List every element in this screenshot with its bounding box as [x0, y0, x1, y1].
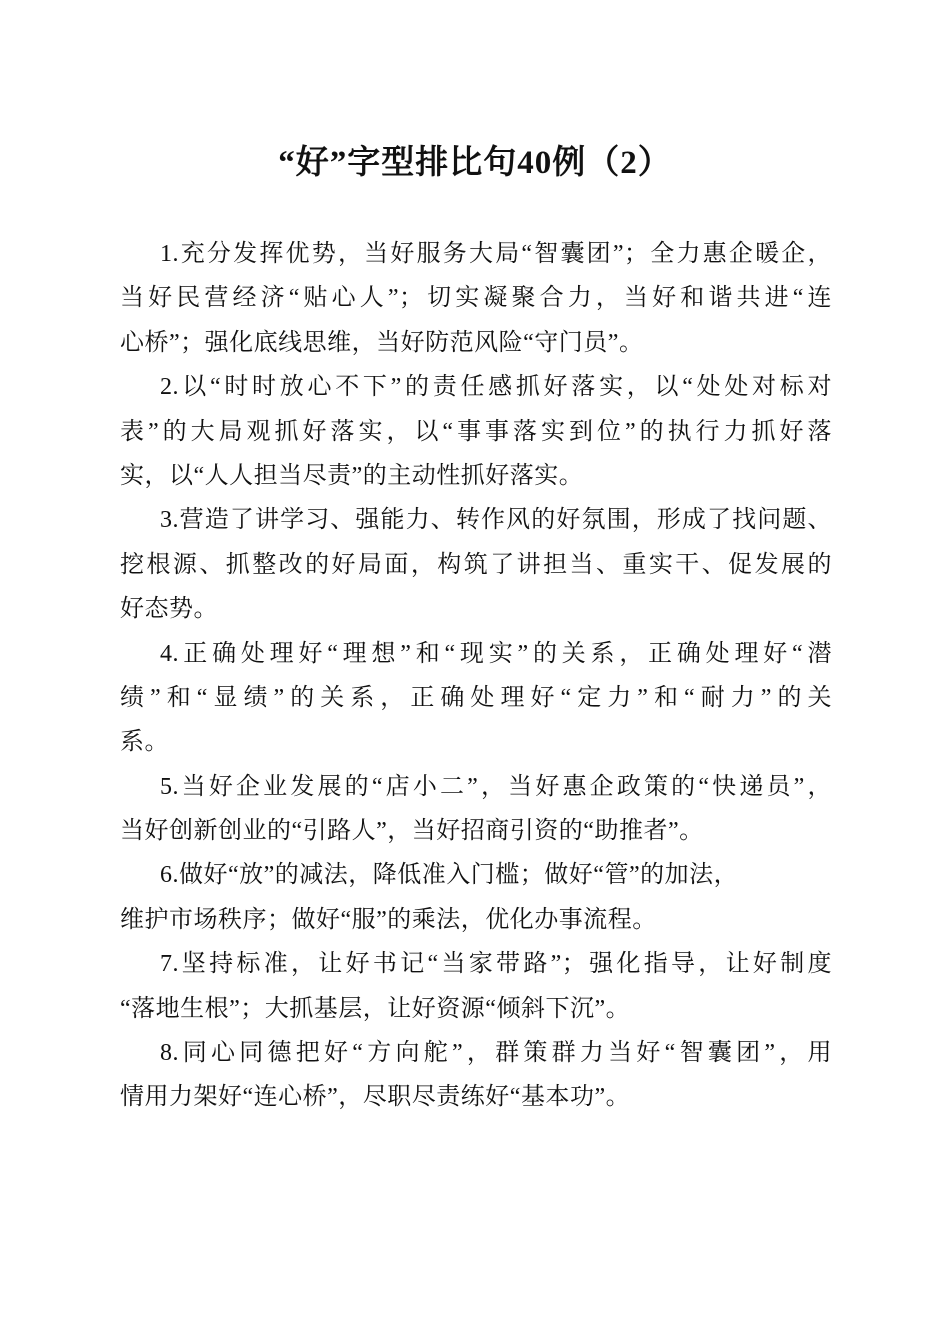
paragraph-line: 当好民营经济“贴心人”；切实凝聚合力，当好和谐共进“连 — [120, 285, 832, 312]
paragraph-line: 心桥”；强化底线思维，当好防范风险“守门员”。 — [120, 329, 644, 356]
paragraph-item-7 — [120, 942, 832, 1031]
paragraph-item-6 — [120, 853, 832, 942]
paragraph-line: 3.营造了讲学习、强能力、转作风的好氛围，形成了找问题、 — [160, 507, 832, 534]
paragraph-line: “落地生根”；大抓基层，让好资源“倾斜下沉”。 — [120, 995, 631, 1022]
paragraph-line: 表”的大局观抓好落实，以“事事落实到位”的执行力抓好落 — [120, 418, 832, 445]
paragraph-line: 7.坚持标准，让好书记“当家带路”；强化指导，让好制度 — [160, 951, 832, 978]
paragraph-item-1 — [120, 232, 832, 365]
paragraph-line: 好态势。 — [120, 596, 218, 623]
paragraph-line: 4.正确处理好“理想”和“现实”的关系，正确处理好“潜 — [160, 640, 832, 667]
paragraph-line: 5.当好企业发展的“店小二”，当好惠企政策的“快递员”， — [160, 773, 832, 800]
paragraph-line: 实，以“人人担当尽责”的主动性抓好落实。 — [120, 462, 584, 489]
paragraph-line: 系。 — [120, 729, 169, 756]
paragraph-line: 挖根源、抓整改的好局面，构筑了讲担当、重实干、促发展的 — [120, 551, 832, 578]
paragraph-item-4 — [120, 632, 832, 765]
paragraph-item-8 — [120, 1031, 832, 1120]
paragraph-line: 1.充分发挥优势，当好服务大局“智囊团”；全力惠企暖企， — [160, 241, 832, 267]
paragraph-item-3 — [120, 498, 832, 631]
paragraph-line: 绩”和“显绩”的关系，正确处理好“定力”和“耐力”的关 — [120, 684, 832, 711]
paragraph-item-2 — [120, 365, 832, 498]
document-title: “好”字型排比句40例（2） — [278, 145, 672, 181]
paragraph-line: 维护市场秩序；做好“服”的乘法，优化办事流程。 — [120, 906, 657, 933]
paragraph-item-5 — [120, 765, 832, 854]
document-body — [120, 232, 832, 1120]
paragraph-line: 8.同心同德把好“方向舵”，群策群力当好“智囊团”，用 — [160, 1040, 832, 1067]
paragraph-line: 当好创新创业的“引路人”，当好招商引资的“助推者”。 — [120, 818, 704, 845]
paragraph-line: 6.做好“放”的减法，降低准入门槛；做好“管”的加法， — [160, 862, 739, 889]
paragraph-line: 2.以“时时放心不下”的责任感抓好落实，以“处处对标对 — [160, 374, 832, 401]
paragraph-line: 情用力架好“连心桥”，尽职尽责练好“基本功”。 — [120, 1084, 631, 1111]
